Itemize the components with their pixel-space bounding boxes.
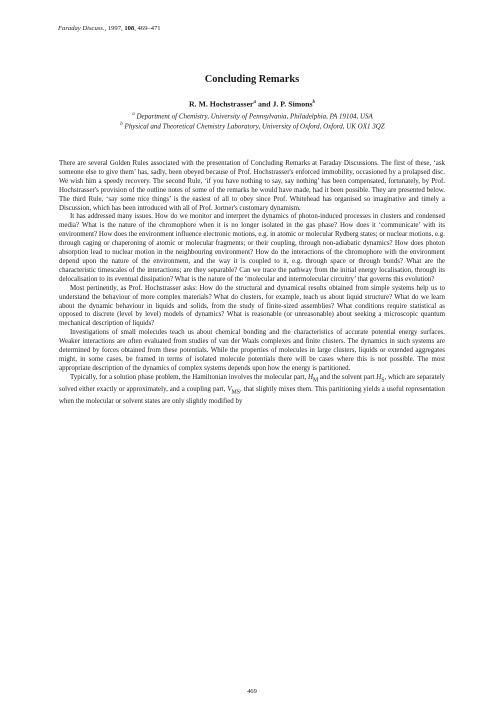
- paragraph-hamiltonian: [59, 373, 445, 407]
- paragraph-issues: It has addressed many issues. How do we monitor and interpret the dynamics of photon-induced processes in clusters and condensed media? What is the nature of the chromophore when it is no longer isolated in the gas phase? How does it ‘communicate’ with its environment? How does the environment influence electronic motions, e.g. in atomic or molecular Rydberg states; or nuclear motions, e.g. through caging or chaperoning of atomic or molecular fragments; or their coupling, through non-adiabatic dynamics? How does photon absorption lead to nuclear motion in the neighbouring environment? How do the interactions of the chromophore with the environment depend upon the nature of the environment, and the way it is coupled to it, e.g. through space or through bonds? What are the characteristic timescales of the interactions; are they separable? Can we trace the pathway from the initial energy localisation, through its delocalisation to its eventual dissipation? What is the nature of the ‘molecular and intermolecular circuitry’ that governs this evolution?: [59, 212, 445, 283]
- author-line: [0, 98, 504, 110]
- journal-volume: 108: [124, 25, 135, 32]
- author-connector: and: [256, 99, 273, 109]
- journal-pages: , 469–471: [134, 25, 161, 32]
- hamiltonian-symbol-h-solvent: H: [376, 372, 382, 381]
- paragraph-complex-systems: Most pertinently, as Prof. Hochstrasser asks: How do the structural and dynamical results obtained from simple systems help us to understand the behaviour of more complex materials? What do clusters, for example, teach us about liquid structure? What do we learn about the dynamic behaviour in liquids and solids, from the study of finite-sized assemblies? What conditions require statistical as opposed to discrete (level by level) models of dynamics? What is reasonable (or unreasonable) about seeking a microscopic quantum mechanical description of liquids?: [59, 283, 445, 328]
- journal-year: , 1997,: [104, 25, 125, 32]
- article-title: Concluding Remarks: [204, 74, 300, 85]
- hamiltonian-text-1: Typically, for a solution phase problem, the Hamiltonian involves the molecular part,: [70, 372, 308, 381]
- hamiltonian-subscript-m: M: [313, 377, 319, 384]
- hamiltonian-text-2: and the solvent part: [318, 372, 377, 381]
- affiliation-mark-b: b: [120, 122, 123, 127]
- hamiltonian-subscript-s: S: [381, 377, 385, 384]
- hamiltonian-text-4: , that slightly mixes them. This partitioning yields a useful representation when the molecular or solvent states are only slightly modified by: [59, 385, 445, 406]
- affiliation-mark-a: a: [132, 112, 135, 117]
- article-body: [59, 159, 445, 406]
- journal-name: Faraday Discuss.: [58, 25, 105, 32]
- affiliation-a-text: Department of Chemistry, University of Pennsylvania, Philadelphia, PA 19104, USA: [134, 112, 373, 121]
- author-hochstrasser: R. M. Hochstrasser: [188, 99, 254, 109]
- coupling-symbol-v: V: [227, 385, 232, 394]
- coupling-subscript-ms: MS: [231, 389, 241, 396]
- affiliation-b-text: Physical and Theoretical Chemistry Laboratory, University of Oxford, Oxford, UK OX1 3QZ: [122, 122, 385, 131]
- affiliation-b: [70, 120, 435, 132]
- paragraph-small-molecules: Investigations of small molecules teach us about chemical bonding and the characteristics of accurate potential energy surfaces. Weaker interactions are often evaluated from studies of van der Waals complexes and finite clusters. The dynamics in such systems are determined by forces obtained from these potentials. While the properties of molecules in large clusters, liquids or extended aggregates might, in some cases, be framed in terms of isolated molecule potentials there will be cases where this is not possible. The most appropriate description of the dynamics of complex systems depends upon how the energy is partitioned.: [59, 328, 445, 372]
- journal-reference: [58, 24, 161, 33]
- author-simons: J. P. Simons: [272, 99, 313, 109]
- paragraph-intro: There are several Golden Rules associated with the presentation of Concluding Remarks at Faraday Discussions. The first of these, ‘ask someone else to give them’ has, sadly, been obeyed because of Prof. Hochstrasser's enforced immobility, occasioned by a prolapsed disc. We wish him a speedy recovery. The second Rule, ‘if you have nothing to say, say nothing’ has been compensated, fortunately, by Prof. Hochstrasser's provision of the outline notes of some of the remarks he would have made, had it been possible. They are presented below. The third Rule, ‘say some nice things’ is the easiest of all to obey since Prof. Whitehead has organised so imaginative and timely a Discussion, which has been introduced with all of Prof. Jortner's customary dynamism.: [59, 159, 445, 212]
- page-number: 469: [247, 688, 257, 695]
- author-mark-a: a: [253, 100, 257, 105]
- author-mark-b: b: [312, 100, 316, 105]
- hamiltonian-text-3: , which are separately solved either exactly or approximately, and a coupling part,: [59, 372, 445, 394]
- hamiltonian-symbol-h: H: [307, 372, 313, 381]
